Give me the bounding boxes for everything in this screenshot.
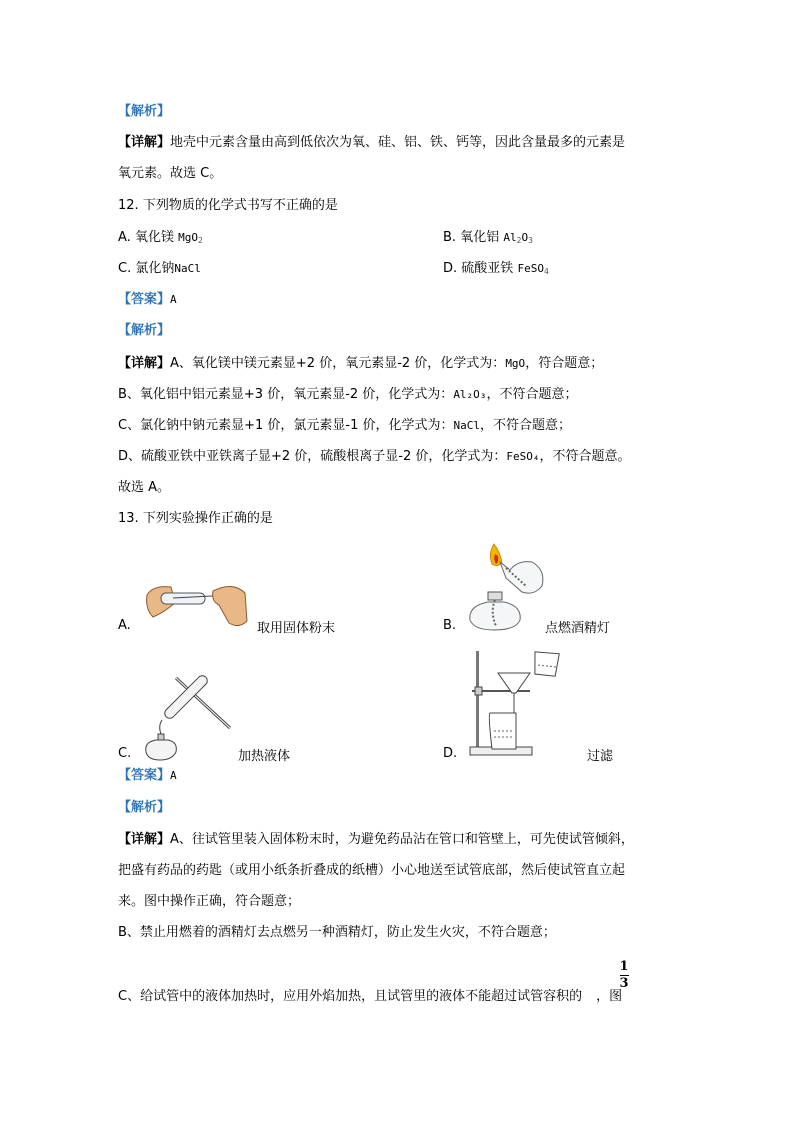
detail-line: [118, 385, 577, 405]
question-13: [118, 509, 273, 529]
fraction-denominator: 3: [619, 976, 629, 991]
option-letter: B.: [443, 230, 457, 245]
formula: FeSO₄: [506, 450, 540, 463]
answer-value: A: [170, 293, 177, 306]
alcohol-lamp-lighting-figure: [466, 540, 550, 632]
analysis-tag: 【解析】: [118, 800, 171, 815]
option-name: 氧化铝: [460, 230, 500, 245]
option-letter: A.: [118, 230, 131, 245]
formula-sub: 4: [543, 267, 549, 276]
option-caption: 取用固体粉末: [257, 621, 336, 636]
formula-main: FeSO: [517, 262, 544, 275]
conclusion: 故选 A。: [118, 480, 171, 495]
option-d: [443, 259, 549, 282]
detail-line: [118, 416, 571, 436]
formula: NaCl: [174, 262, 201, 275]
option-name: 硫酸亚铁: [461, 261, 514, 276]
option-letter: D.: [443, 746, 458, 761]
detail-line: [118, 987, 622, 1007]
analysis-tag: 【解析】: [118, 104, 171, 119]
detail-text: B、氧化铝中铝元素显+3 价，氧元素显-2 价，化学式为：: [118, 387, 454, 402]
question-number: 13.: [118, 511, 139, 526]
detail-text: A、氧化镁中镁元素显+2 价，氧元素显-2 价，化学式为：: [170, 356, 506, 371]
analysis-tag: 【解析】: [118, 323, 171, 338]
option-letter: B.: [443, 618, 457, 633]
answer-value: A: [170, 769, 177, 782]
detail-continuation: 氧元素。故选 C。: [118, 166, 223, 181]
answer-line: [118, 290, 177, 310]
formula: [503, 231, 533, 244]
detail-tag: 【详解】: [118, 356, 171, 371]
formula: [517, 262, 548, 275]
fraction-one-third: [617, 960, 631, 991]
option-name: 氧化镁: [134, 230, 174, 245]
option-a: [118, 228, 203, 251]
detail-text: A、往试管里装入固体粉末时，为避免药品沾在管口和管壁上，可先使试管倾斜，: [170, 832, 634, 847]
option-letter: A.: [118, 618, 131, 633]
detail-text: ，图: [596, 989, 623, 1004]
option-caption: 加热液体: [238, 749, 291, 764]
formula: NaCl: [453, 419, 480, 432]
formula-sub: 2: [197, 236, 203, 245]
test-tube-powder-figure: [143, 577, 251, 632]
detail-text: ，不符合题意；: [479, 418, 571, 433]
formula-main: MgO: [178, 231, 198, 244]
detail-paragraph: [118, 133, 625, 153]
answer-tag: 【答案】: [118, 292, 171, 307]
option-caption: 点燃酒精灯: [545, 621, 611, 636]
option-letter: D.: [443, 261, 458, 276]
detail-line: 把盛有药品的药匙（或用小纸条折叠成的纸槽）小心地送至试管底部，然后使试管直立起: [118, 863, 626, 878]
question-stem: 下列物质的化学式书写不正确的是: [142, 198, 338, 213]
detail-text: C、给试管中的液体加热时，应用外焰加热，且试管里的液体不能超过试管容积的: [118, 989, 583, 1004]
answer-line: [118, 766, 177, 786]
detail-tag: 【详解】: [118, 832, 171, 847]
option-letter: C.: [118, 746, 132, 761]
formula-main: Al: [503, 231, 517, 244]
detail-text: D、硫酸亚铁中亚铁离子显+2 价，硫酸根离子显-2 价，化学式为：: [118, 449, 507, 464]
formula: Al₂O₃: [453, 388, 487, 401]
detail-text: ，不符合题意。: [539, 449, 631, 464]
answer-tag: 【答案】: [118, 768, 171, 783]
detail-line: [118, 447, 631, 467]
question-stem: 下列实验操作正确的是: [142, 511, 273, 526]
detail-tag: 【详解】: [118, 135, 171, 150]
heating-liquid-figure: [144, 668, 238, 762]
question-12: [118, 196, 338, 216]
detail-line: B、禁止用燃着的酒精灯去点燃另一种酒精灯，防止发生火灾，不符合题意；: [118, 925, 556, 940]
detail-line: [118, 354, 603, 374]
detail-text: C、氯化钠中钠元素显+1 价，氯元素显-1 价，化学式为：: [118, 418, 454, 433]
option-c: [118, 259, 201, 279]
detail-text: ，符合题意；: [525, 356, 604, 371]
option-caption: 过滤: [587, 749, 614, 764]
option-name: 氯化钠: [135, 261, 175, 276]
formula-sub: 2: [516, 236, 522, 245]
detail-line: 来。图中操作正确，符合题意；: [118, 894, 301, 909]
detail-text: ，不符合题意；: [486, 387, 578, 402]
option-letter: C.: [118, 261, 132, 276]
detail-text: 地壳中元素含量由高到低依次为氧、硅、铝、铁、钙等，因此含量最多的元素是: [170, 135, 626, 150]
option-b: [443, 228, 533, 251]
detail-line: [118, 830, 634, 850]
formula: [178, 231, 203, 244]
formula-main: O: [521, 231, 529, 244]
fraction-numerator: 1: [619, 959, 629, 974]
formula-sub: 3: [528, 236, 533, 245]
filtration-figure: [468, 645, 580, 757]
question-number: 12.: [118, 198, 139, 213]
formula: MgO: [505, 357, 526, 370]
